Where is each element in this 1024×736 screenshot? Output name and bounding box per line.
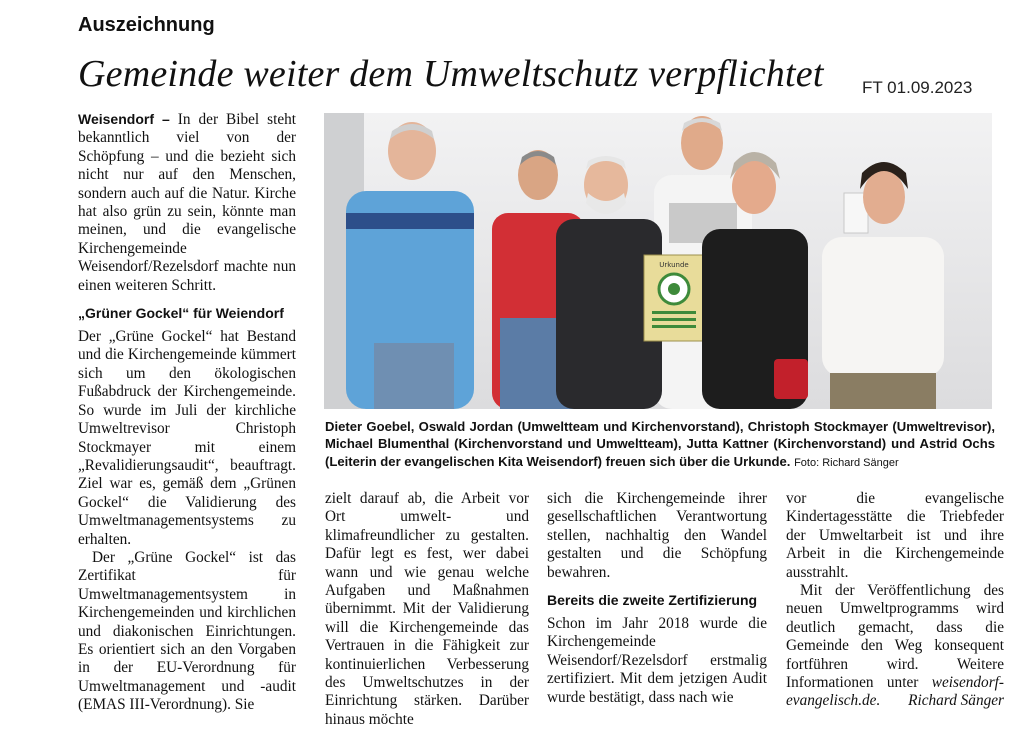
- photo-credit: Foto: Richard Sänger: [794, 456, 899, 469]
- website-link[interactable]: weisendorf-evangelisch.de.: [786, 674, 1004, 710]
- caption-text: Dieter Goebel, Oswald Jordan (Umweltteam und Kirchenvorstand), Christoph Stockmayer (Umweltrevisor), Michael Blumenthal (Kirchenvorstand und Umweltteam), Jutta Kattner (Kirchenvorstand) und Astrid Ochs (Leiterin der evangelischen Kita Weisendorf) freuen sich über die Urkunde.: [325, 419, 995, 469]
- article-column-4: [786, 490, 1004, 711]
- author-name: Richard Sänger: [908, 692, 1004, 710]
- photo-caption: [325, 418, 995, 472]
- article-headline: Gemeinde weiter dem Umweltschutz verpflichtet: [78, 53, 824, 95]
- article-column-3: [547, 490, 767, 707]
- body-paragraph: sich die Kirchengemeinde ihrer gesellschaftlichen Verantwortung stellen, nachhaltig den Wandel gestalten und die Schöpfung bewahren.: [547, 490, 767, 581]
- lead-text: In der Bibel steht bekanntlich viel von der Schöpfung – und die bezieht sich nicht nur auf den Menschen, sondern auch auf die Natur. Kirche hat also grün zu sein, könnte man meinen, und die evangelische Kirchengemeinde Weisendorf/Rezelsdorf machte nun einen weiteren Schritt.: [78, 111, 297, 294]
- section-kicker: Auszeichnung: [78, 14, 215, 36]
- lead-paragraph: [78, 110, 296, 295]
- group-photo: [324, 113, 992, 409]
- article-column-1: [78, 110, 296, 715]
- subheading-zweite-zertifizierung: Bereits die zweite Zertifizierung: [547, 592, 758, 609]
- body-paragraph: [786, 582, 1004, 711]
- body-paragraph: vor die evangelische Kindertagesstätte die Triebfeder der Umweltarbeit ist und ihre Arbeit in die Kirchengemeinde ausstrahlt.: [786, 490, 1004, 581]
- body-paragraph: Schon im Jahr 2018 wurde die Kirchengemeinde Weisendorf/Rezelsdorf erstmalig zertifiziert. Mit dem jetzigen Audit wurde bestätigt, dass nach wie: [547, 615, 767, 706]
- closing-text: Mit der Veröffentlichung des neuen Umweltprogramms wird deutlich gemacht, dass die Gemeinde den Weg konsequent fortführen wird. Weitere Informationen unter: [786, 582, 1004, 692]
- body-paragraph: Der „Grüne Gockel“ hat Bestand und die Kirchengemeinde kümmert sich um den ökologischen Fußabdruck der Kirchengemeinde. So wurde im Juli der kirchliche Umweltrevisor Christoph Stockmayer mit einem „Revalidierungsaudit“, beauftragt. Ziel war es, gemäß dem „Grünen Gockel“ die Validierung des Umweltmanagementsystems zu erhalten.: [78, 328, 296, 548]
- subheading-gruener-gockel: „Grüner Gockel“ für Weiendorf: [78, 305, 284, 322]
- body-paragraph: zielt darauf ab, die Arbeit vor Ort umwelt- und klimafreundlicher zu gestalten. Dafür legt es fest, wer dabei wann und wie genau welche Aufgaben und Maßnahmen übernimmt. Mit der Validierung will die Kirchengemeinde das Vertrauen in die Fähigkeit zur kontinuierlichen Verbesserung des Umweltschutzes in der Einrichtung stärken. Darüber hinaus möchte: [325, 490, 529, 728]
- article-column-2: [325, 490, 529, 729]
- body-paragraph: Der „Grüne Gockel“ ist das Zertifikat für Umweltmanagementsystem in Kirchengemeinden und kirchlichen und diakonischen Einrichtungen. Es orientiert sich an den Vorgaben in der EU-Verordnung für Umweltmanagement und -audit (EMAS III-Verordnung). Sie: [78, 548, 296, 714]
- publication-date: FT 01.09.2023: [862, 78, 973, 97]
- certificate-title: Urkunde: [659, 261, 689, 269]
- group-photo-illustration: [324, 113, 992, 409]
- lead-location: Weisendorf –: [78, 111, 170, 127]
- certificate-urkunde: [644, 255, 704, 341]
